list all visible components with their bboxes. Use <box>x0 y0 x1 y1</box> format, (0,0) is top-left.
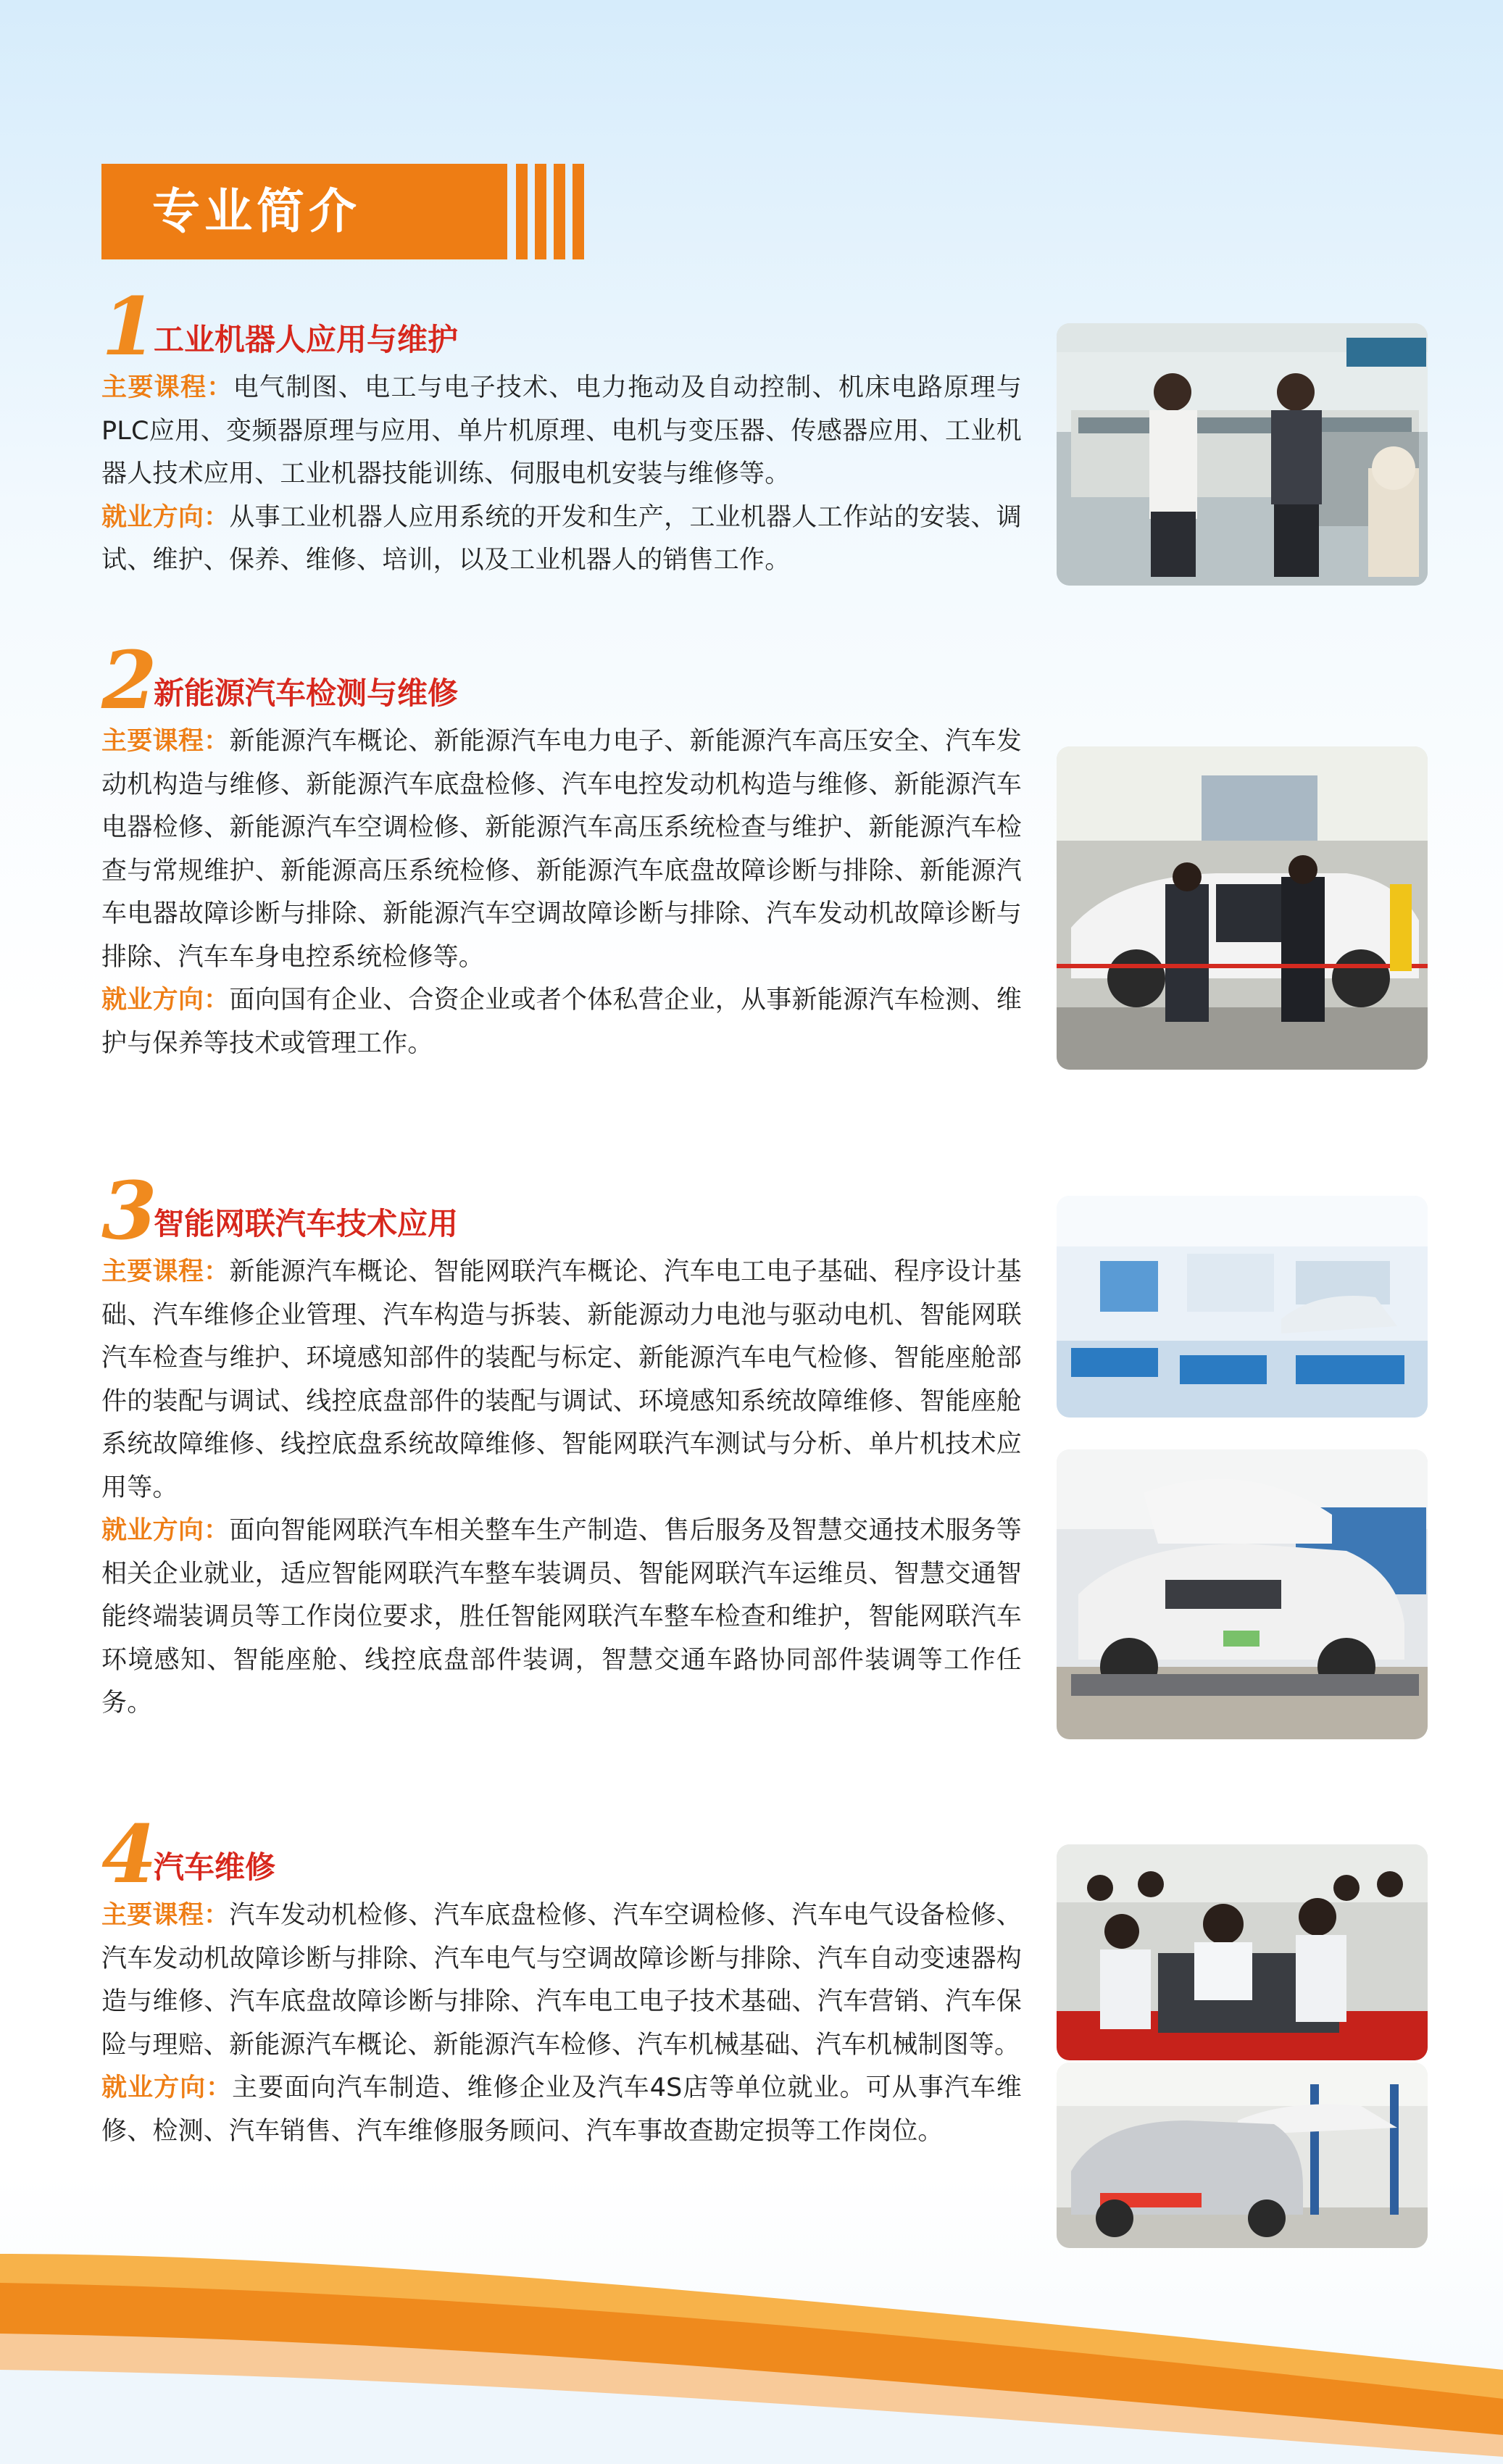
career-label: 就业方向： <box>101 2073 233 2102</box>
career-label: 就业方向： <box>101 1516 230 1545</box>
career-paragraph <box>101 496 1022 583</box>
career-text: 从事工业机器人应用系统的开发和生产，工业机器人工作站的安装、调试、维护、保养、维修、培训，以及工业机器人的销售工作。 <box>101 502 1022 575</box>
page-title: 专业简介 <box>152 183 361 239</box>
courses-label: 主要课程： <box>101 727 230 756</box>
section-title: 新能源汽车检测与维修 <box>154 675 459 711</box>
section-heading <box>101 1164 1022 1257</box>
section-heading <box>101 1807 1022 1901</box>
section-title: 汽车维修 <box>154 1849 276 1885</box>
courses-label: 主要课程： <box>101 1901 230 1930</box>
courses-paragraph <box>101 1251 1022 1510</box>
header-stripes <box>516 164 588 259</box>
smart-classroom-photo <box>1057 1196 1428 1418</box>
robot-lab-photo <box>1057 323 1428 586</box>
career-label: 就业方向： <box>101 986 230 1015</box>
career-paragraph <box>101 979 1022 1065</box>
section-1 <box>101 280 1022 583</box>
courses-label: 主要课程： <box>101 373 233 402</box>
car-platform-photo <box>1057 1449 1428 1739</box>
section-2 <box>101 633 1022 1065</box>
section-number: 2 <box>101 633 157 727</box>
section-4 <box>101 1807 1022 2153</box>
section-number: 3 <box>101 1164 157 1257</box>
career-paragraph <box>101 2067 1022 2153</box>
courses-paragraph <box>101 1894 1022 2067</box>
career-text: 主要面向汽车制造、维修企业及汽车4S店等单位就业。可从事汽车维修、检测、汽车销售、汽车维修服务顾问、汽车事故查勘定损等工作岗位。 <box>101 2073 1022 2146</box>
section-number: 1 <box>101 280 157 373</box>
career-label: 就业方向： <box>101 502 230 532</box>
section-heading <box>101 280 1022 373</box>
career-text: 面向智能网联汽车相关整车生产制造、售后服务及智慧交通技术服务等相关企业就业，适应智能网联汽车整车装调员、智能网联汽车运维员、智慧交通智能终端装调员等工作岗位要求，胜任智能网联汽车整车检查和维护，智能网联汽车环境感知、智能座舱、线控底盘部件装调，智慧交通车路协同部件装调等工作任务。 <box>101 1516 1022 1718</box>
courses-label: 主要课程： <box>101 1257 230 1286</box>
section-title: 智能网联汽车技术应用 <box>154 1206 459 1241</box>
ev-workshop-photo <box>1057 746 1428 1070</box>
career-paragraph <box>101 1510 1022 1726</box>
section-heading <box>101 633 1022 727</box>
courses-text: 新能源汽车概论、智能网联汽车概论、汽车电工电子基础、程序设计基础、汽车维修企业管理、汽车构造与拆装、新能源动力电池与驱动电机、智能网联汽车检查与维护、环境感知部件的装配与标定、新能源汽车电气检修、智能座舱部件的装配与调试、线控底盘部件的装配与调试、环境感知系统故障维修、智能座舱系统故障维修、线控底盘系统故障维修、智能网联汽车测试与分析、单片机技术应用等。 <box>101 1257 1022 1502</box>
courses-text: 汽车发动机检修、汽车底盘检修、汽车空调检修、汽车电气设备检修、汽车发动机故障诊断与排除、汽车电气与空调故障诊断与排除、汽车自动变速器构造与维修、汽车底盘故障诊断与排除、汽车电工电子技术基础、汽车营销、汽车保险与理赔、新能源汽车概论、新能源汽车检修、汽车机械基础、汽车机械制图等。 <box>101 1901 1022 2060</box>
courses-text: 新能源汽车概论、新能源汽车电力电子、新能源汽车高压安全、汽车发动机构造与维修、新能源汽车底盘检修、汽车电控发动机构造与维修、新能源汽车电器检修、新能源汽车空调检修、新能源汽车高压系统检查与维护、新能源汽车检查与常规维护、新能源高压系统检修、新能源汽车底盘故障诊断与排除、新能源汽车电器故障诊断与排除、新能源汽车空调故障诊断与排除、汽车发动机故障诊断与排除、汽车车身电控系统检修等。 <box>101 727 1022 972</box>
courses-text: 电气制图、电工与电子技术、电力拖动及自动控制、机床电路原理与PLC应用、变频器原理与应用、单片机原理、电机与变压器、传感器应用、工业机器人技术应用、工业机器技能训练、伺服电机安装与维修等。 <box>101 373 1022 488</box>
bottom-wave-decoration <box>0 2189 1503 2464</box>
courses-paragraph <box>101 720 1022 979</box>
section-number: 4 <box>101 1807 157 1901</box>
courses-paragraph <box>101 367 1022 496</box>
career-text: 面向国有企业、合资企业或者个体私营企业，从事新能源汽车检测、维护与保养等技术或管理工作。 <box>101 986 1022 1058</box>
engine-training-photo <box>1057 1844 1428 2060</box>
section-3 <box>101 1164 1022 1726</box>
section-title: 工业机器人应用与维护 <box>154 322 459 357</box>
